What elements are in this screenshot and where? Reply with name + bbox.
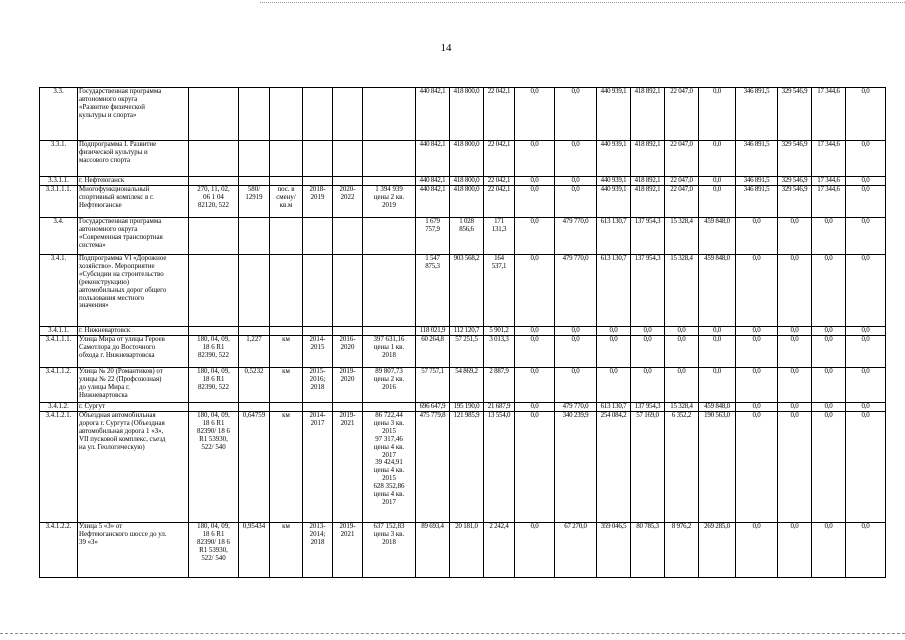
row-amount: 0,0 xyxy=(699,186,736,218)
row-amount: 0,0 xyxy=(812,523,846,578)
row-name: Объездная автомобильная дорога г. Сургута (Объездная автомобильная дорога 1 «З», VII пусковой комплекс, съезд на ул. Геологическую) xyxy=(78,412,189,523)
row-amount: 0,0 xyxy=(555,88,597,141)
row-capacity xyxy=(239,255,270,327)
row-amount: 22 047,0 xyxy=(665,88,699,141)
row-amount: 57 757,1 xyxy=(416,368,450,403)
row-amount: 0,0 xyxy=(515,403,555,412)
table-row xyxy=(40,336,886,368)
row-unit xyxy=(270,255,303,327)
row-amount: 440 939,1 xyxy=(597,88,631,141)
row-amount: 54 869,2 xyxy=(450,368,484,403)
row-amount: 0,0 xyxy=(846,177,886,186)
row-estimated-cost: 397 631,16 цены 1 кв. 2018 xyxy=(363,336,416,368)
row-amount: 440 842,1 xyxy=(416,177,450,186)
row-amount: 613 130,7 xyxy=(597,403,631,412)
row-amount: 121 985,9 xyxy=(450,412,484,523)
row-design-period: 2013- 2014; 2018 xyxy=(303,523,333,578)
row-amount: 17 344,6 xyxy=(812,177,846,186)
row-amount: 22 042,1 xyxy=(484,177,515,186)
row-unit: км xyxy=(270,412,303,523)
row-amount: 1 028 856,6 xyxy=(450,218,484,255)
row-amount: 118 021,9 xyxy=(416,327,450,336)
row-code: 3.4.1.2. xyxy=(40,403,78,412)
row-code: 3.4.1.1.2. xyxy=(40,368,78,403)
row-amount: 440 939,1 xyxy=(597,186,631,218)
row-amount: 17 344,6 xyxy=(812,88,846,141)
row-amount: 0,0 xyxy=(812,403,846,412)
row-design-period: 2014- 2015 xyxy=(303,336,333,368)
row-construction-period xyxy=(333,255,363,327)
row-okpd-code: 270, 11, 02, 06 1 04 82120, 522 xyxy=(189,186,239,218)
page-number: 14 xyxy=(440,42,452,54)
row-amount: 22 047,0 xyxy=(665,177,699,186)
row-okpd-code xyxy=(189,327,239,336)
row-amount: 0,0 xyxy=(665,336,699,368)
row-name: г. Нефтеюганск xyxy=(78,177,189,186)
row-amount: 0,0 xyxy=(597,368,631,403)
row-amount: 0,0 xyxy=(555,327,597,336)
row-amount: 0,0 xyxy=(699,336,736,368)
row-amount: 346 891,5 xyxy=(736,186,778,218)
row-construction-period xyxy=(333,403,363,412)
row-amount: 613 130,7 xyxy=(597,218,631,255)
row-unit: пос. в смену/ кв.м xyxy=(270,186,303,218)
row-amount: 440 939,1 xyxy=(597,141,631,177)
row-name: Многофункциональный спортивный комплекс в г. Нефтеюганске xyxy=(78,186,189,218)
row-amount: 329 546,9 xyxy=(778,141,812,177)
row-amount: 0,0 xyxy=(736,403,778,412)
row-estimated-cost xyxy=(363,327,416,336)
row-amount: 0,0 xyxy=(846,218,886,255)
row-capacity: 0,64759 xyxy=(239,412,270,523)
row-amount: 418 892,1 xyxy=(631,186,665,218)
row-amount: 0,0 xyxy=(812,218,846,255)
row-estimated-cost: 1 394 939 цены 2 кв. 2019 xyxy=(363,186,416,218)
row-capacity xyxy=(239,403,270,412)
row-estimated-cost xyxy=(363,218,416,255)
row-unit xyxy=(270,327,303,336)
row-amount: 22 042,1 xyxy=(484,141,515,177)
row-name: Улица Мира от улицы Героев Самотлора до Восточного обхода г. Нижневартовска xyxy=(78,336,189,368)
row-design-period xyxy=(303,177,333,186)
row-unit xyxy=(270,218,303,255)
row-capacity xyxy=(239,141,270,177)
table-row xyxy=(40,412,886,523)
row-amount: 0,0 xyxy=(846,141,886,177)
row-amount: 17 344,6 xyxy=(812,141,846,177)
row-amount: 0,0 xyxy=(515,412,555,523)
row-unit xyxy=(270,403,303,412)
row-estimated-cost xyxy=(363,177,416,186)
row-amount: 0,0 xyxy=(736,523,778,578)
row-amount: 0,0 xyxy=(515,88,555,141)
row-amount: 418 892,1 xyxy=(631,141,665,177)
row-amount: 0,0 xyxy=(778,403,812,412)
row-name: Государственная программа автономного округа «Современная транспортная система» xyxy=(78,218,189,255)
row-amount: 17 344,6 xyxy=(812,186,846,218)
row-amount: 57 169,0 xyxy=(631,412,665,523)
row-amount: 0,0 xyxy=(597,327,631,336)
table-row xyxy=(40,403,886,412)
row-amount: 0,0 xyxy=(846,403,886,412)
row-amount: 0,0 xyxy=(699,141,736,177)
row-design-period: 2015- 2016; 2018 xyxy=(303,368,333,403)
row-amount: 2 887,9 xyxy=(484,368,515,403)
row-amount: 418 800,0 xyxy=(450,177,484,186)
row-name: Подпрограмма VI «Дорожное хозяйство». Мероприятие «Субсидии на строительство (реконструкцию) автомобильных дорог общего пользования местного значения» xyxy=(78,255,189,327)
row-amount: 418 800,0 xyxy=(450,186,484,218)
row-amount: 0,0 xyxy=(736,412,778,523)
table-row xyxy=(40,218,886,255)
row-amount: 479 770,0 xyxy=(555,403,597,412)
row-amount: 21 687,9 xyxy=(484,403,515,412)
row-amount: 0,0 xyxy=(846,336,886,368)
scan-edge-top xyxy=(260,2,905,3)
row-amount: 0,0 xyxy=(515,523,555,578)
row-amount: 418 892,1 xyxy=(631,88,665,141)
row-amount: 3 013,3 xyxy=(484,336,515,368)
row-okpd-code xyxy=(189,177,239,186)
row-design-period xyxy=(303,327,333,336)
row-amount: 340 239,9 xyxy=(555,412,597,523)
table-row xyxy=(40,88,886,141)
row-amount: 459 848,0 xyxy=(699,403,736,412)
row-amount: 0,0 xyxy=(778,336,812,368)
row-amount: 22 047,0 xyxy=(665,141,699,177)
row-amount: 0,0 xyxy=(846,523,886,578)
row-amount: 0,0 xyxy=(699,368,736,403)
row-amount: 137 954,3 xyxy=(631,403,665,412)
row-amount: 0,0 xyxy=(846,186,886,218)
row-amount: 164 537,1 xyxy=(484,255,515,327)
row-name: г. Нижневартовск xyxy=(78,327,189,336)
row-amount: 22 042,1 xyxy=(484,88,515,141)
row-construction-period: 2019- 2021 xyxy=(333,523,363,578)
row-amount: 80 785,3 xyxy=(631,523,665,578)
row-construction-period: 2020- 2022 xyxy=(333,186,363,218)
row-code: 3.3. xyxy=(40,88,78,141)
row-code: 3.4. xyxy=(40,218,78,255)
row-amount: 0,0 xyxy=(736,368,778,403)
row-unit: км xyxy=(270,523,303,578)
row-amount: 440 842,1 xyxy=(416,88,450,141)
row-construction-period: 2019- 2021 xyxy=(333,412,363,523)
row-amount: 269 285,0 xyxy=(699,523,736,578)
row-amount: 0,0 xyxy=(515,255,555,327)
row-design-period xyxy=(303,255,333,327)
row-okpd-code xyxy=(189,141,239,177)
row-amount: 0,0 xyxy=(846,327,886,336)
row-amount: 440 842,1 xyxy=(416,186,450,218)
row-amount: 0,0 xyxy=(631,327,665,336)
row-design-period xyxy=(303,141,333,177)
row-amount: 15 328,4 xyxy=(665,218,699,255)
row-amount: 613 130,7 xyxy=(597,255,631,327)
row-amount: 0,0 xyxy=(699,177,736,186)
row-code: 3.4.1. xyxy=(40,255,78,327)
row-amount: 0,0 xyxy=(812,412,846,523)
row-capacity: 1,227 xyxy=(239,336,270,368)
table-row xyxy=(40,177,886,186)
table-row xyxy=(40,255,886,327)
row-amount: 0,0 xyxy=(597,336,631,368)
table-row xyxy=(40,141,886,177)
row-estimated-cost xyxy=(363,141,416,177)
row-construction-period: 2016- 2020 xyxy=(333,336,363,368)
row-amount: 479 770,0 xyxy=(555,218,597,255)
row-code: 3.4.1.2.2. xyxy=(40,523,78,578)
row-amount: 0,0 xyxy=(515,218,555,255)
row-amount: 0,0 xyxy=(631,368,665,403)
row-amount: 0,0 xyxy=(665,327,699,336)
row-construction-period xyxy=(333,327,363,336)
row-amount: 15 328,4 xyxy=(665,403,699,412)
row-amount: 459 848,0 xyxy=(699,255,736,327)
row-estimated-cost xyxy=(363,88,416,141)
row-amount: 137 954,3 xyxy=(631,255,665,327)
row-amount: 195 190,0 xyxy=(450,403,484,412)
row-amount: 67 270,0 xyxy=(555,523,597,578)
table-row xyxy=(40,523,886,578)
row-name: г. Сургут xyxy=(78,403,189,412)
row-code: 3.3.1. xyxy=(40,141,78,177)
row-capacity xyxy=(239,177,270,186)
row-amount: 0,0 xyxy=(846,255,886,327)
row-amount: 0,0 xyxy=(778,218,812,255)
row-design-period xyxy=(303,218,333,255)
row-amount: 89 693,4 xyxy=(416,523,450,578)
table-row xyxy=(40,368,886,403)
row-okpd-code: 180, 04, 09, 18 6 R1 82390, 522 xyxy=(189,368,239,403)
row-amount: 696 647,9 xyxy=(416,403,450,412)
row-okpd-code xyxy=(189,218,239,255)
row-amount: 0,0 xyxy=(778,255,812,327)
scan-edge-bottom xyxy=(0,633,905,634)
row-estimated-cost: 637 152,83 цены 3 кв. 2018 xyxy=(363,523,416,578)
row-amount: 0,0 xyxy=(736,336,778,368)
row-amount: 329 546,9 xyxy=(778,177,812,186)
row-estimated-cost: 89 807,73 цены 2 кв. 2016 xyxy=(363,368,416,403)
investment-table xyxy=(39,87,886,578)
row-amount: 0,0 xyxy=(515,327,555,336)
row-amount: 6 352,2 xyxy=(665,412,699,523)
row-amount: 0,0 xyxy=(846,88,886,141)
row-design-period xyxy=(303,403,333,412)
row-unit xyxy=(270,177,303,186)
row-amount: 346 891,5 xyxy=(736,177,778,186)
row-amount: 112 120,7 xyxy=(450,327,484,336)
table-row xyxy=(40,186,886,218)
row-amount: 459 848,0 xyxy=(699,218,736,255)
row-amount: 418 892,1 xyxy=(631,177,665,186)
row-amount: 0,0 xyxy=(736,255,778,327)
row-capacity xyxy=(239,88,270,141)
row-amount: 0,0 xyxy=(631,336,665,368)
row-construction-period xyxy=(333,141,363,177)
table-row xyxy=(40,327,886,336)
row-amount: 0,0 xyxy=(555,336,597,368)
row-amount: 1 679 757,9 xyxy=(416,218,450,255)
row-amount: 0,0 xyxy=(699,88,736,141)
row-amount: 903 568,2 xyxy=(450,255,484,327)
row-name: Улица 5 «З» от Нефтеюганского шоссе до ул. 39 «З» xyxy=(78,523,189,578)
row-amount: 418 800,0 xyxy=(450,141,484,177)
row-amount: 0,0 xyxy=(555,186,597,218)
row-amount: 57 251,5 xyxy=(450,336,484,368)
row-amount: 0,0 xyxy=(846,368,886,403)
row-construction-period xyxy=(333,177,363,186)
row-amount: 0,0 xyxy=(812,336,846,368)
row-amount: 0,0 xyxy=(778,523,812,578)
row-capacity: 0,95434 xyxy=(239,523,270,578)
row-amount: 1 547 875,3 xyxy=(416,255,450,327)
row-amount: 475 779,8 xyxy=(416,412,450,523)
row-unit xyxy=(270,141,303,177)
row-amount: 0,0 xyxy=(812,327,846,336)
row-amount: 0,0 xyxy=(699,327,736,336)
row-amount: 0,0 xyxy=(812,255,846,327)
row-amount: 0,0 xyxy=(778,368,812,403)
row-estimated-cost xyxy=(363,403,416,412)
row-code: 3.3.1.1.1. xyxy=(40,186,78,218)
row-amount: 22 042,1 xyxy=(484,186,515,218)
row-amount: 60 264,8 xyxy=(416,336,450,368)
row-okpd-code: 180, 04, 09, 18 6 R1 82390/ 18 6 R1 53930, 522/ 540 xyxy=(189,523,239,578)
row-okpd-code xyxy=(189,403,239,412)
row-design-period: 2014- 2017 xyxy=(303,412,333,523)
row-amount: 0,0 xyxy=(515,336,555,368)
row-construction-period xyxy=(333,88,363,141)
row-amount: 329 546,9 xyxy=(778,88,812,141)
row-amount: 479 770,0 xyxy=(555,255,597,327)
row-code: 3.4.1.1. xyxy=(40,327,78,336)
row-amount: 418 800,0 xyxy=(450,88,484,141)
row-amount: 0,0 xyxy=(515,177,555,186)
row-capacity xyxy=(239,327,270,336)
row-name: Улица № 20 (Романтиков) от улицы № 22 (Профсоюзная) до улицы Мира г. Нижневартовска xyxy=(78,368,189,403)
row-capacity: 580/ 12919 xyxy=(239,186,270,218)
row-amount: 346 891,5 xyxy=(736,88,778,141)
row-okpd-code: 180, 04, 09, 18 6 R1 82390, 522 xyxy=(189,336,239,368)
row-amount: 0,0 xyxy=(846,412,886,523)
row-amount: 346 891,5 xyxy=(736,141,778,177)
row-amount: 0,0 xyxy=(515,141,555,177)
row-amount: 440 939,1 xyxy=(597,177,631,186)
row-amount: 0,0 xyxy=(736,327,778,336)
row-code: 3.4.1.1.1. xyxy=(40,336,78,368)
row-amount: 254 084,2 xyxy=(597,412,631,523)
row-estimated-cost xyxy=(363,255,416,327)
row-amount: 0,0 xyxy=(736,218,778,255)
row-construction-period xyxy=(333,218,363,255)
row-amount: 2 242,4 xyxy=(484,523,515,578)
row-amount: 0,0 xyxy=(555,141,597,177)
row-amount: 0,0 xyxy=(515,186,555,218)
row-unit xyxy=(270,88,303,141)
row-okpd-code xyxy=(189,88,239,141)
row-unit: км xyxy=(270,336,303,368)
row-amount: 8 976,2 xyxy=(665,523,699,578)
row-estimated-cost: 86 722,44 цены 3 кв. 2015 97 317,46 цены 4 кв. 2017 39 424,91 цены 4 кв. 2015 628 352,86 цены 4 кв. 2017 xyxy=(363,412,416,523)
row-okpd-code xyxy=(189,255,239,327)
row-capacity xyxy=(239,218,270,255)
row-amount: 0,0 xyxy=(812,368,846,403)
row-amount: 0,0 xyxy=(778,412,812,523)
row-construction-period: 2019- 2020 xyxy=(333,368,363,403)
row-design-period: 2018- 2019 xyxy=(303,186,333,218)
row-amount: 13 554,0 xyxy=(484,412,515,523)
row-code: 3.3.1.1. xyxy=(40,177,78,186)
row-amount: 22 047,0 xyxy=(665,186,699,218)
row-amount: 0,0 xyxy=(515,368,555,403)
row-capacity: 0,5232 xyxy=(239,368,270,403)
row-amount: 0,0 xyxy=(778,327,812,336)
row-code: 3.4.1.2.1. xyxy=(40,412,78,523)
row-amount: 137 954,3 xyxy=(631,218,665,255)
row-amount: 20 181,0 xyxy=(450,523,484,578)
row-amount: 0,0 xyxy=(555,368,597,403)
row-amount: 5 901,2 xyxy=(484,327,515,336)
row-amount: 329 546,9 xyxy=(778,186,812,218)
row-design-period xyxy=(303,88,333,141)
row-amount: 190 563,0 xyxy=(699,412,736,523)
row-amount: 359 046,5 xyxy=(597,523,631,578)
row-amount: 171 131,3 xyxy=(484,218,515,255)
row-amount: 440 842,1 xyxy=(416,141,450,177)
row-name: Государственная программа автономного округа «Развитие физической культуры и спорта» xyxy=(78,88,189,141)
row-amount: 0,0 xyxy=(555,177,597,186)
row-amount: 15 328,4 xyxy=(665,255,699,327)
row-amount: 0,0 xyxy=(665,368,699,403)
row-name: Подпрограмма I. Развитие физической культуры и массового спорта xyxy=(78,141,189,177)
row-unit: км xyxy=(270,368,303,403)
row-okpd-code: 180, 04, 09, 18 6 R1 82390/ 18 6 R1 53930, 522/ 540 xyxy=(189,412,239,523)
